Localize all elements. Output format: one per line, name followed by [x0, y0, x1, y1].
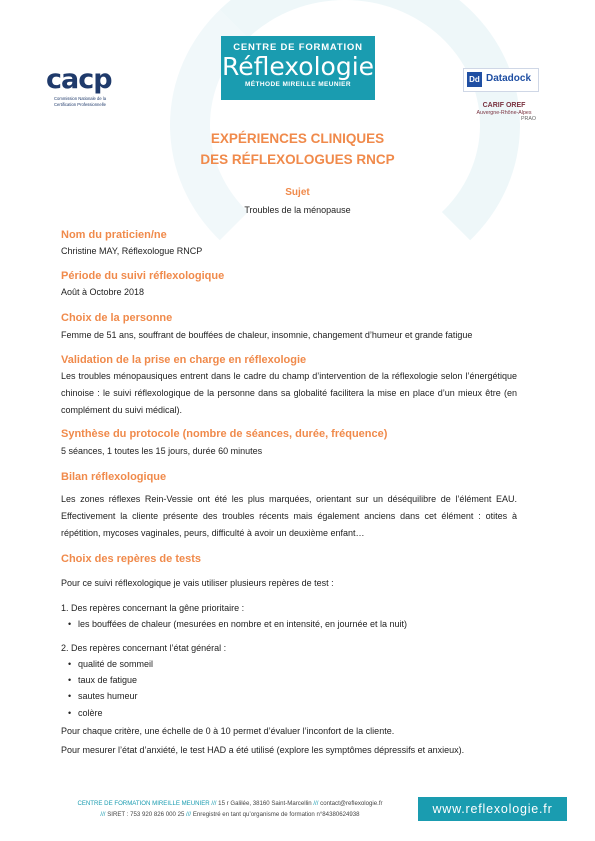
reperes-item-2: 2. Des repères concernant l’état général : [61, 643, 227, 653]
carif-line-1: CARIF OREF [482, 102, 526, 109]
validation-value: Les troubles ménopausiques entrent dans le cadre du champ d’intervention de la réflexologie selon l’énergétique chinoise : le suivi réflexologique de la personne dans sa globalité facilitera la mise en place d’un mieux être (en complément du suivi médical). [61, 371, 517, 415]
carif-line-3: PRAO [520, 116, 536, 122]
footer-org: CENTRE DE FORMATION MIREILLE MEUNIER /// [77, 800, 217, 807]
periode-value: Août à Octobre 2018 [61, 287, 145, 297]
synthese-heading: Synthèse du protocole (nombre de séances, durée, fréquence) [61, 428, 388, 440]
logo-line-2: Réflexologie [221, 52, 375, 81]
website-link[interactable]: www.reflexologie.fr [418, 797, 567, 821]
choix-heading: Choix de la personne [61, 312, 173, 324]
footer-sep: /// [100, 811, 106, 818]
closing-line-2: Pour mesurer l’état d’anxiété, le test HAD a été utilisé (explore les symptômes dépressifs et anxieux). [61, 745, 465, 755]
footer-street: 15 r Galilée, 38160 Saint-Marcellin [216, 800, 314, 807]
periode-heading: Période du suivi réflexologique [61, 270, 225, 282]
praticien-value: Christine MAY, Réflexologue RNCP [61, 246, 203, 256]
datadock-badge [463, 68, 539, 92]
list-item: • les bouffées de chaleur (mesurées en nombre et en intensité, en journée et la nuit) [78, 619, 407, 629]
synthese-value: 5 séances, 1 toutes les 15 jours, durée 60 minutes [61, 446, 263, 456]
reperes-heading: Choix des repères de tests [61, 553, 202, 565]
subject-label: Sujet [285, 187, 310, 198]
carif-oref-logo [464, 102, 544, 122]
logo-line-3: MÉTHODE MIREILLE MEUNIER [244, 81, 352, 88]
list-item: • qualité de sommeil [78, 659, 153, 669]
bilan-value: Les zones réflexes Rein-Vessie ont été les plus marquées, orientant sur un déséquilibre de l’élément EAU. Effectivement la cliente présente des troubles récents mais également anciens dans cet élément : otites à répétition, mycoses vaginales, peurs, difficulté à avoir un deuxième enfant… [61, 494, 517, 538]
datadock-label: Datadock [486, 73, 532, 84]
footer-registration: Enregistré en tant qu’organisme de formation n°84380624938 [191, 811, 360, 818]
bilan-heading: Bilan réflexologique [61, 471, 167, 483]
page-title-line-1: EXPÉRIENCES CLINIQUES [210, 131, 385, 146]
carif-line-2: Auvergne-Rhône-Alpes [476, 110, 532, 116]
list-item: • taux de fatigue [78, 675, 137, 685]
footer-address [60, 798, 400, 820]
cacp-logo-text: cacp [46, 64, 112, 95]
cacp-subtitle: Commission Nationale de la Certification Professionnelle [54, 96, 107, 107]
logo-line-1: CENTRE DE FORMATION [233, 42, 363, 53]
reperes-item-1: 1. Des repères concernant la gêne prioritaire : [61, 603, 245, 613]
list-item: • sautes humeur [78, 691, 138, 701]
footer-email[interactable]: contact@reflexologie.fr [318, 800, 383, 807]
praticien-heading: Nom du praticien/ne [61, 229, 167, 241]
footer-sep: /// [186, 811, 192, 818]
reperes-intro: Pour ce suivi réflexologique je vais utiliser plusieurs repères de test : [61, 578, 334, 588]
closing-line-1: Pour chaque critère, une échelle de 0 à 10 permet d’évaluer l’inconfort de la cliente. [61, 726, 395, 736]
footer-sep: /// [313, 800, 319, 807]
cacp-logo [46, 66, 126, 114]
page-title-line-2: DES RÉFLEXOLOGUES RNCP [200, 152, 395, 167]
reflexologie-logo [221, 36, 375, 100]
footer-siret: SIRET : 753 920 826 000 25 [105, 811, 187, 818]
validation-heading: Validation de la prise en charge en réflexologie [61, 354, 307, 366]
datadock-icon: Dd [467, 72, 482, 87]
choix-value: Femme de 51 ans, souffrant de bouffées de chaleur, insomnie, changement d’humeur et grande fatigue [61, 330, 473, 340]
subject-value: Troubles de la ménopause [244, 205, 351, 215]
list-item: • colère [78, 708, 103, 718]
